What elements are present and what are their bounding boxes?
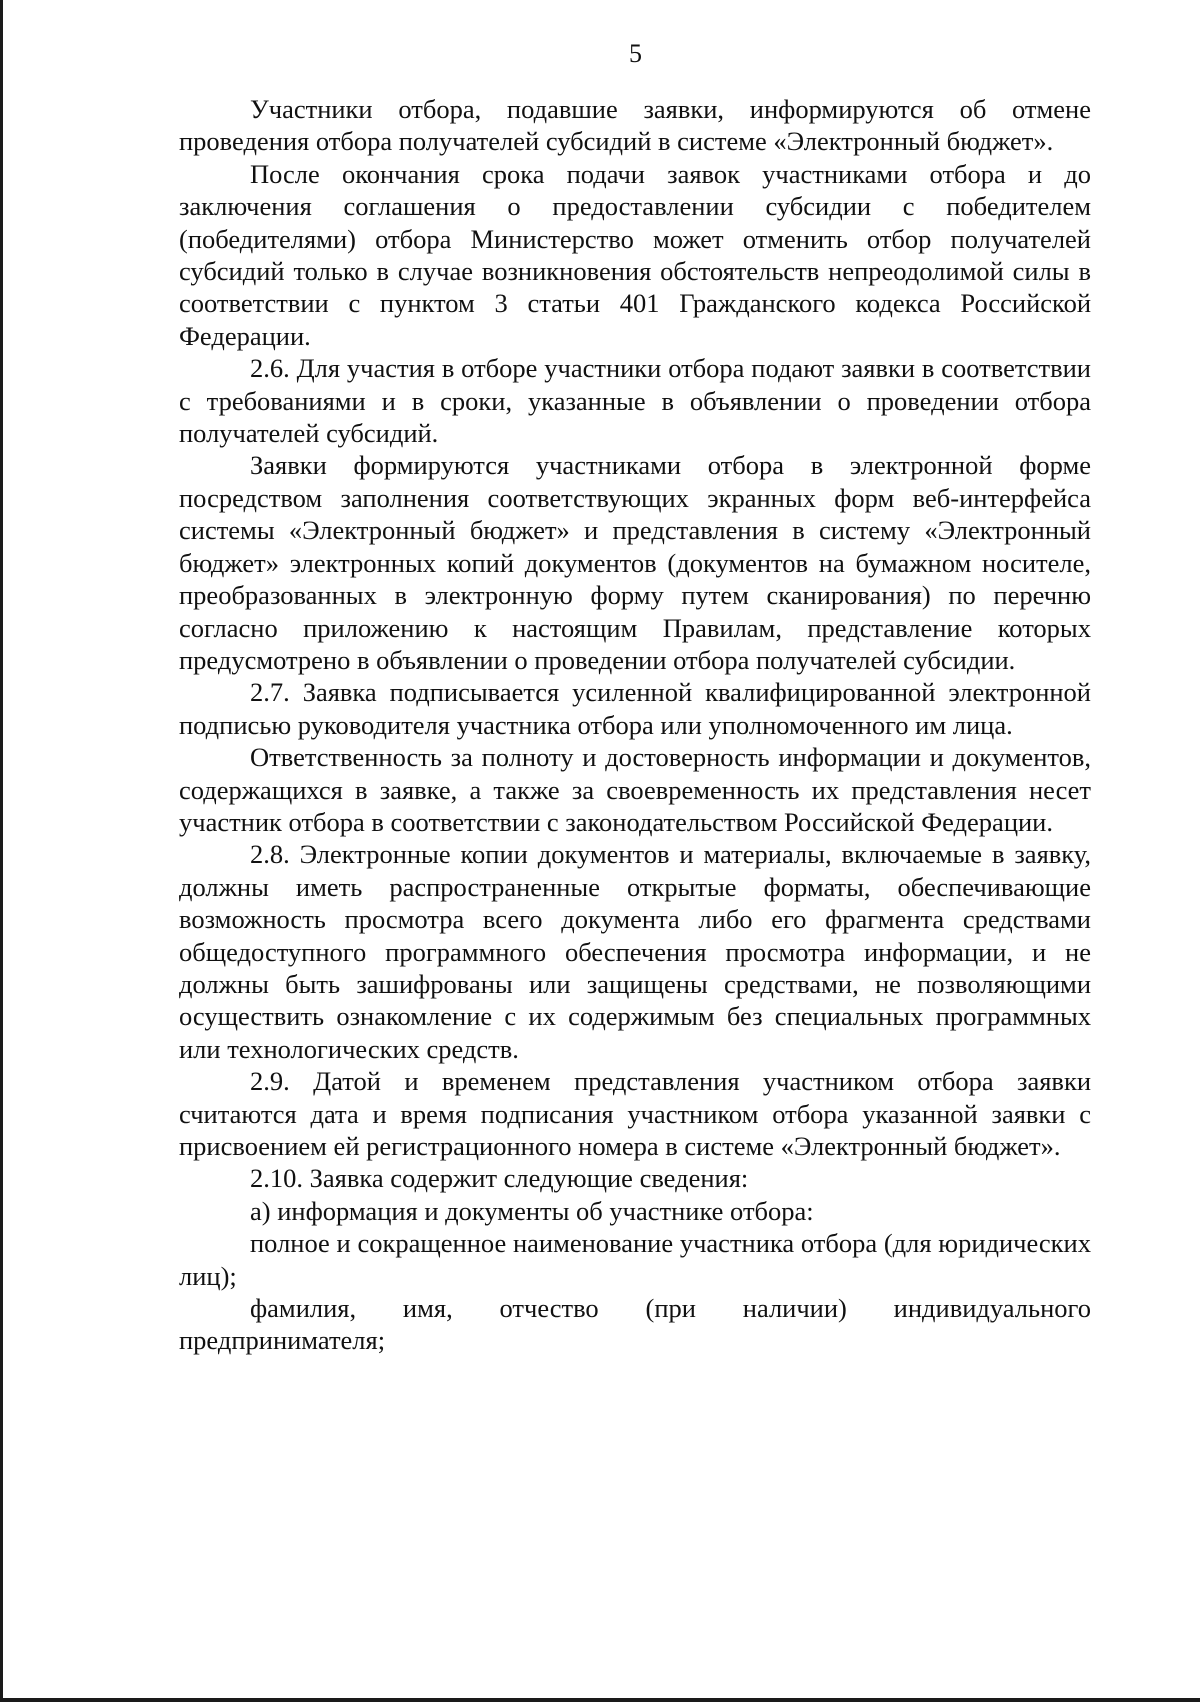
paragraph: Ответственность за полноту и достоверность информации и документов, содержащихся в заявке, а также за своевременность их представления несет участник отбора в соответствии с законодательством Российской Федерации. [179,742,1091,837]
paragraph: Участники отбора, подавшие заявки, информируются об отмене проведения отбора получателей субсидий в системе «Электронный бюджет». [179,94,1091,157]
paragraph: 2.9. Датой и временем представления участником отбора заявки считаются дата и время подписания участником отбора указанной заявки с присвоением ей регистрационного номера в системе «Электронный бюджет». [179,1066,1091,1161]
scan-border-bottom [0,1698,1200,1702]
page-number: 5 [629,39,642,68]
paragraph: полное и сокращенное наименование участника отбора (для юридических лиц); [179,1228,1091,1291]
paragraph: 2.8. Электронные копии документов и материалы, включаемые в заявку, должны иметь распространенные открытые форматы, обеспечивающие возможность просмотра всего документа либо его фрагмента средствами общедоступного программного обеспечения просмотра информации, и не должны быть зашифрованы или защищены средствами, не позволяющими осуществить ознакомление с их содержимым без специальных программных или технологических средств. [179,839,1091,1064]
paragraph: а) информация и документы об участнике отбора: [250,1195,814,1226]
document-body [179,93,1091,1357]
paragraph: 2.10. Заявка содержит следующие сведения: [250,1163,749,1194]
paragraph: 2.7. Заявка подписывается усиленной квалифицированной электронной подписью руководителя участника отбора или уполномоченного им лица. [179,677,1091,740]
paragraph: 2.6. Для участия в отборе участники отбора подают заявки в соответствии с требованиями и в сроки, указанные в объявлении о проведении отбора получателей субсидий. [179,353,1091,449]
scan-border-left [0,0,3,1702]
paragraph: Заявки формируются участниками отбора в электронной форме посредством заполнения соответствующих экранных форм веб-интерфейса системы «Электронный бюджет» и представления в систему «Электронный бюджет» электронных копий документов (документов на бумажном носителе, преобразованных в электронную форму путем сканирования) по перечню согласно приложению к настоящим Правилам, представление которых предусмотрено в объявлении о проведении отбора получателей субсидии. [179,450,1091,675]
paragraph: После окончания срока подачи заявок участниками отбора и до заключения соглашения о предоставлении субсидии с победителем (победителями) отбора Министерство может отменить отбор получателей субсидий только в случае возникновения обстоятельств непреодолимой силы в соответствии с пунктом 3 статьи 401 Гражданского кодекса Российской Федерации. [179,158,1091,351]
paragraph: фамилия, имя, отчество (при наличии) индивидуального предпринимателя; [179,1293,1091,1356]
